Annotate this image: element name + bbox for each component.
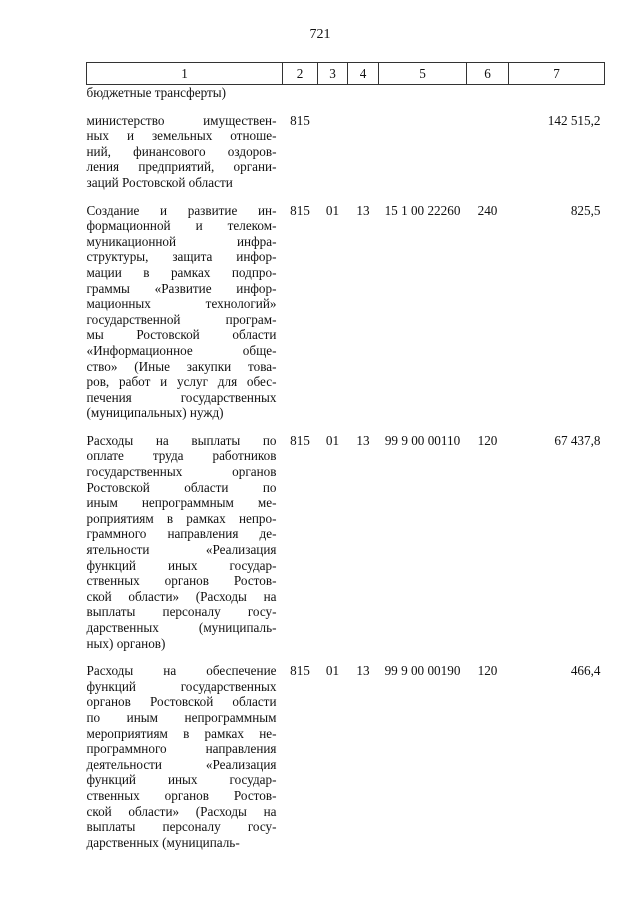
- row-name: [87, 203, 283, 433]
- row-target-article-code: 15 1 00 22260: [384, 202, 461, 218]
- row-section-code: [318, 113, 348, 203]
- row-name: [87, 433, 283, 663]
- row-name-line: государственных органов: [86, 464, 277, 480]
- row-name-line: мероприятиям в рамках не-: [86, 725, 277, 741]
- row-subsection-code: 13: [356, 432, 370, 448]
- row-name-line: формационной и телеком-: [86, 218, 277, 234]
- row-name-line: по иным непрограммным: [86, 709, 277, 725]
- row-amount: 825,5: [570, 202, 601, 218]
- row-expense-type-code: [467, 113, 509, 203]
- row-name-line: дарственных (муниципаль-: [86, 834, 240, 850]
- row-name-line: мации в рамках подпро-: [86, 264, 277, 280]
- row-name-line: оплате труда работников: [86, 448, 277, 464]
- row-target-article-code: 99 9 00 00110: [384, 432, 461, 448]
- header-col-7: 7: [509, 63, 605, 85]
- row-name-line: Ростовской области по: [86, 479, 277, 495]
- row-name-line: ных) органов): [86, 635, 166, 651]
- row-name-line: функций иных государ-: [86, 557, 277, 573]
- row-name-line: структуры, защита инфор-: [86, 249, 277, 265]
- row-name: [87, 663, 283, 862]
- row-name-line: министерство имуществен-: [86, 112, 277, 128]
- row-name-line: бюджетные трансферты): [86, 85, 226, 100]
- row-name-line: (муниципальных) нужд): [86, 405, 224, 421]
- row-amount: 466,4: [570, 663, 601, 679]
- table-header-row: [87, 63, 605, 85]
- row-name-line: мы Ростовской области: [86, 327, 277, 343]
- row-name-line: иным непрограммным ме-: [86, 495, 277, 511]
- row-name-line: граммного направления де-: [86, 526, 277, 542]
- table-row: [87, 433, 605, 663]
- row-expense-type-code: 120: [477, 432, 498, 448]
- row-name-line: граммы «Развитие инфор-: [86, 280, 277, 296]
- row-name-line: ственных органов Ростов-: [86, 787, 277, 803]
- row-name-line: ственных органов Ростов-: [86, 573, 277, 589]
- row-grbs-code: 815: [290, 663, 310, 679]
- row-target-article-code: [379, 85, 467, 113]
- row-section-code: 01: [325, 202, 340, 218]
- row-name-line: Расходы на обеспечение: [86, 663, 277, 679]
- header-col-6: 6: [467, 63, 509, 85]
- row-name-line: ров, работ и услуг для обес-: [86, 374, 277, 390]
- table-row: [87, 85, 605, 113]
- table-row: [87, 663, 605, 862]
- row-name-line: выплаты персоналу госу-: [86, 604, 277, 620]
- header-col-5: 5: [379, 63, 467, 85]
- row-expense-type-code: 240: [477, 202, 498, 218]
- row-name-line: мационных технологий»: [86, 296, 277, 312]
- row-name-line: государственной програм-: [86, 311, 277, 327]
- row-name-line: программного направления: [86, 741, 277, 757]
- page-number: 721: [309, 27, 331, 42]
- row-name-line: «Информационное обще-: [86, 342, 277, 358]
- table-row: [87, 203, 605, 433]
- row-name-line: роприятиям в рамках непро-: [86, 510, 277, 526]
- row-amount: 67 437,8: [554, 432, 601, 448]
- header-col-2: 2: [283, 63, 318, 85]
- row-name-line: заций Ростовской области: [86, 174, 233, 190]
- row-target-article-code: 99 9 00 00190: [384, 663, 461, 679]
- row-name: [87, 85, 283, 113]
- row-name-line: муникационной инфра-: [86, 233, 277, 249]
- header-col-1: 1: [87, 63, 283, 85]
- row-expense-type-code: [467, 85, 509, 113]
- row-grbs-code: 815: [290, 432, 310, 448]
- row-name-line: ятельности «Реализация: [86, 542, 277, 558]
- row-name: [87, 113, 283, 203]
- header-col-3: 3: [318, 63, 348, 85]
- budget-table: [86, 62, 605, 862]
- row-name-line: ской области» (Расходы на: [86, 803, 277, 819]
- row-subsection-code: [348, 113, 379, 203]
- row-name-line: ных и земельных отноше-: [86, 128, 277, 144]
- row-name-line: деятельности «Реализация: [86, 756, 277, 772]
- row-name-line: ской области» (Расходы на: [86, 588, 277, 604]
- row-expense-type-code: 120: [477, 663, 498, 679]
- row-grbs-code: 815: [290, 112, 310, 128]
- table-row: [87, 113, 605, 203]
- row-name-line: ний, финансового оздоров-: [86, 143, 277, 159]
- header-col-4: 4: [348, 63, 379, 85]
- row-target-article-code: [379, 113, 467, 203]
- row-grbs-code: 815: [290, 202, 310, 218]
- row-subsection-code: 13: [356, 663, 370, 679]
- row-name-line: печения государственных: [86, 389, 277, 405]
- row-name-line: органов Ростовской области: [86, 694, 277, 710]
- row-subsection-code: [348, 85, 379, 113]
- row-name-line: функций государственных: [86, 678, 277, 694]
- row-section-code: 01: [325, 432, 340, 448]
- row-amount: [509, 85, 605, 113]
- row-section-code: 01: [325, 663, 340, 679]
- row-grbs-code: [283, 85, 318, 113]
- row-name-line: дарственных (муниципаль-: [86, 620, 277, 635]
- row-name-line: функций иных государ-: [86, 772, 277, 788]
- row-name-line: Расходы на выплаты по: [86, 432, 277, 448]
- row-name-line: ство» (Иные закупки това-: [86, 358, 277, 374]
- row-name-line: выплаты персоналу госу-: [86, 819, 277, 835]
- row-subsection-code: 13: [356, 202, 370, 218]
- row-amount: 142 515,2: [547, 112, 601, 128]
- row-name-line: ления предприятий, органи-: [86, 159, 277, 175]
- row-name-line: Создание и развитие ин-: [86, 202, 277, 218]
- row-section-code: [318, 85, 348, 113]
